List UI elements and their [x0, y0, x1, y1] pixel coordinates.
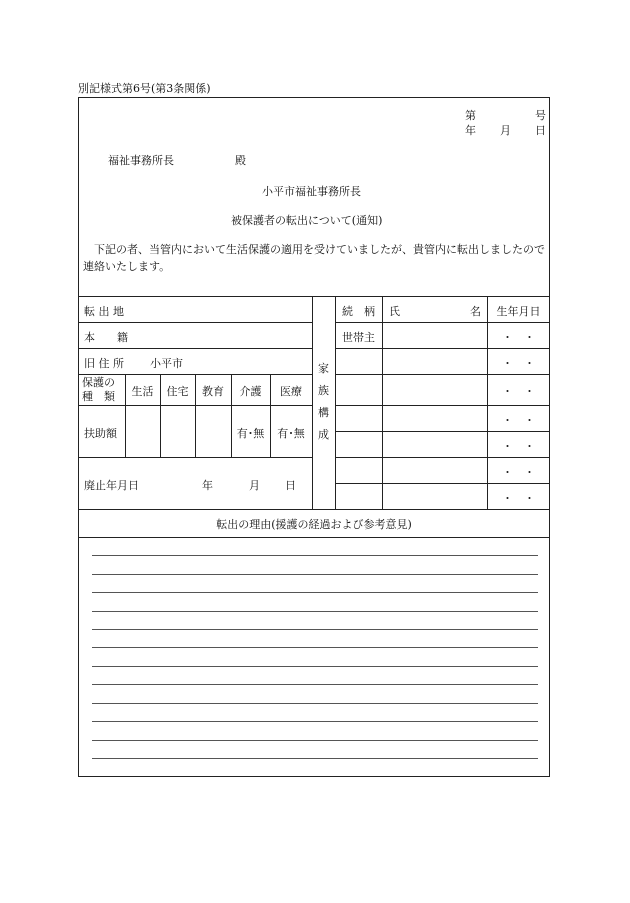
kind-living: 生活	[131, 385, 154, 398]
reason-line	[92, 684, 538, 685]
birthdate-row-6: ・ ・	[502, 466, 535, 479]
reason-line	[92, 666, 538, 667]
kind-education: 教育	[202, 385, 224, 398]
addressee: 福祉事務所長	[108, 154, 174, 167]
date-month-label: 月	[500, 124, 511, 137]
former-address-label: 旧 住 所	[84, 357, 124, 370]
name-header-given: 名	[470, 305, 481, 318]
relationship-header: 続 柄	[342, 305, 375, 318]
kind-medical: 医療	[280, 385, 302, 398]
family-composition-label: 家 族 構 成	[318, 362, 329, 441]
destination-label: 転 出 地	[84, 305, 124, 318]
birthdate-row-3: ・ ・	[502, 385, 535, 398]
date-year-label: 年	[465, 124, 476, 137]
number-suffix: 号	[535, 109, 546, 122]
birthdate-row-1: ・ ・	[502, 331, 535, 344]
abolition-year-label: 年	[202, 479, 213, 492]
reason-line	[92, 555, 538, 556]
former-address-value: 小平市	[150, 357, 183, 370]
reason-header: 転出の理由(援護の経過および参考意見)	[216, 518, 412, 531]
date-day-label: 日	[535, 124, 546, 137]
birthdate-row-2: ・ ・	[502, 357, 535, 370]
protection-type-label: 保護の 種 類	[82, 376, 115, 403]
reason-line	[92, 721, 538, 722]
aid-medical-yesno: 有･無	[277, 427, 305, 440]
reason-line	[92, 629, 538, 630]
abolition-month-label: 月	[249, 479, 260, 492]
sender: 小平市福祉事務所長	[262, 185, 361, 198]
head-of-household: 世帯主	[342, 331, 375, 344]
form-label: 別記様式第6号(第3条関係)	[78, 82, 211, 95]
reason-line	[92, 592, 538, 593]
reason-line	[92, 611, 538, 612]
aid-amount-label: 扶助額	[84, 427, 117, 440]
document-title: 被保護者の転出について(通知)	[231, 214, 383, 227]
reason-line	[92, 647, 538, 648]
reason-line	[92, 758, 538, 759]
kind-care: 介護	[239, 385, 262, 398]
reason-line	[92, 740, 538, 741]
number-prefix: 第	[465, 109, 476, 122]
table-top-line	[78, 296, 550, 297]
body-text: 下記の者、当管内において生活保護の適用を受けていましたが、貴管内に転出しましたので連絡いたします。	[83, 243, 545, 273]
birthdate-row-5: ・ ・	[502, 440, 535, 453]
domicile-label: 本 籍	[84, 331, 128, 344]
reason-line	[92, 703, 538, 704]
birthdate-header: 生年月日	[496, 305, 541, 318]
birthdate-row-7: ・ ・	[502, 492, 535, 505]
abolition-day-label: 日	[285, 479, 296, 492]
reason-line	[92, 574, 538, 575]
name-header-surname: 氏	[389, 305, 400, 318]
birthdate-row-4: ・ ・	[502, 414, 535, 427]
aid-care-yesno: 有･無	[236, 427, 265, 440]
kind-housing: 住宅	[166, 385, 189, 398]
abolition-date-label: 廃止年月日	[84, 479, 139, 492]
honorific: 殿	[235, 154, 246, 167]
